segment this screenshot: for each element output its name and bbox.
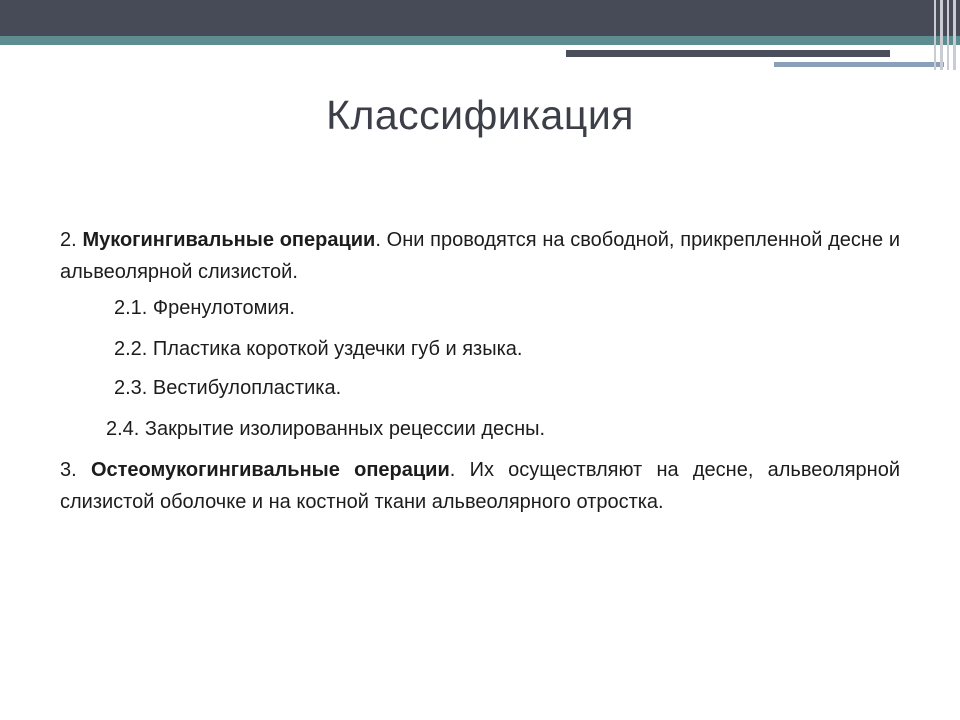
section-2-number: 2. xyxy=(60,229,77,251)
section-3-heading: Остеомукогингивальные операции xyxy=(90,459,450,481)
header-band xyxy=(0,0,960,36)
section-2-heading: Мукогингивальные операции xyxy=(82,229,376,251)
section-2-text: . Они проводятся на свободной, прикрепленной десне и альвеолярной слизистой. xyxy=(60,229,900,283)
section-3-paragraph xyxy=(60,454,900,518)
list-item: 2.4. Закрытие изолированных рецессии десны. xyxy=(106,418,546,440)
slide-content xyxy=(60,224,900,518)
decorative-vertical-lines xyxy=(928,0,960,70)
list-item: 2.2. Пластика короткой уздечки губ и языка. xyxy=(114,338,523,360)
list-item: 2.3. Вестибулопластика. xyxy=(114,377,342,399)
decorative-line-light xyxy=(774,62,944,67)
slide-title: Классификация xyxy=(326,92,634,138)
section-3-text: . Их осуществляют на десне, альвеолярной слизистой оболочке и на костной ткани альвеолярного отростка. xyxy=(60,459,900,513)
section-3-number: 3. xyxy=(60,459,77,481)
list-item: 2.1. Френулотомия. xyxy=(114,297,295,319)
section-2-paragraph xyxy=(60,224,900,288)
header-accent-stripe xyxy=(0,36,960,45)
decorative-line-dark xyxy=(566,50,890,57)
